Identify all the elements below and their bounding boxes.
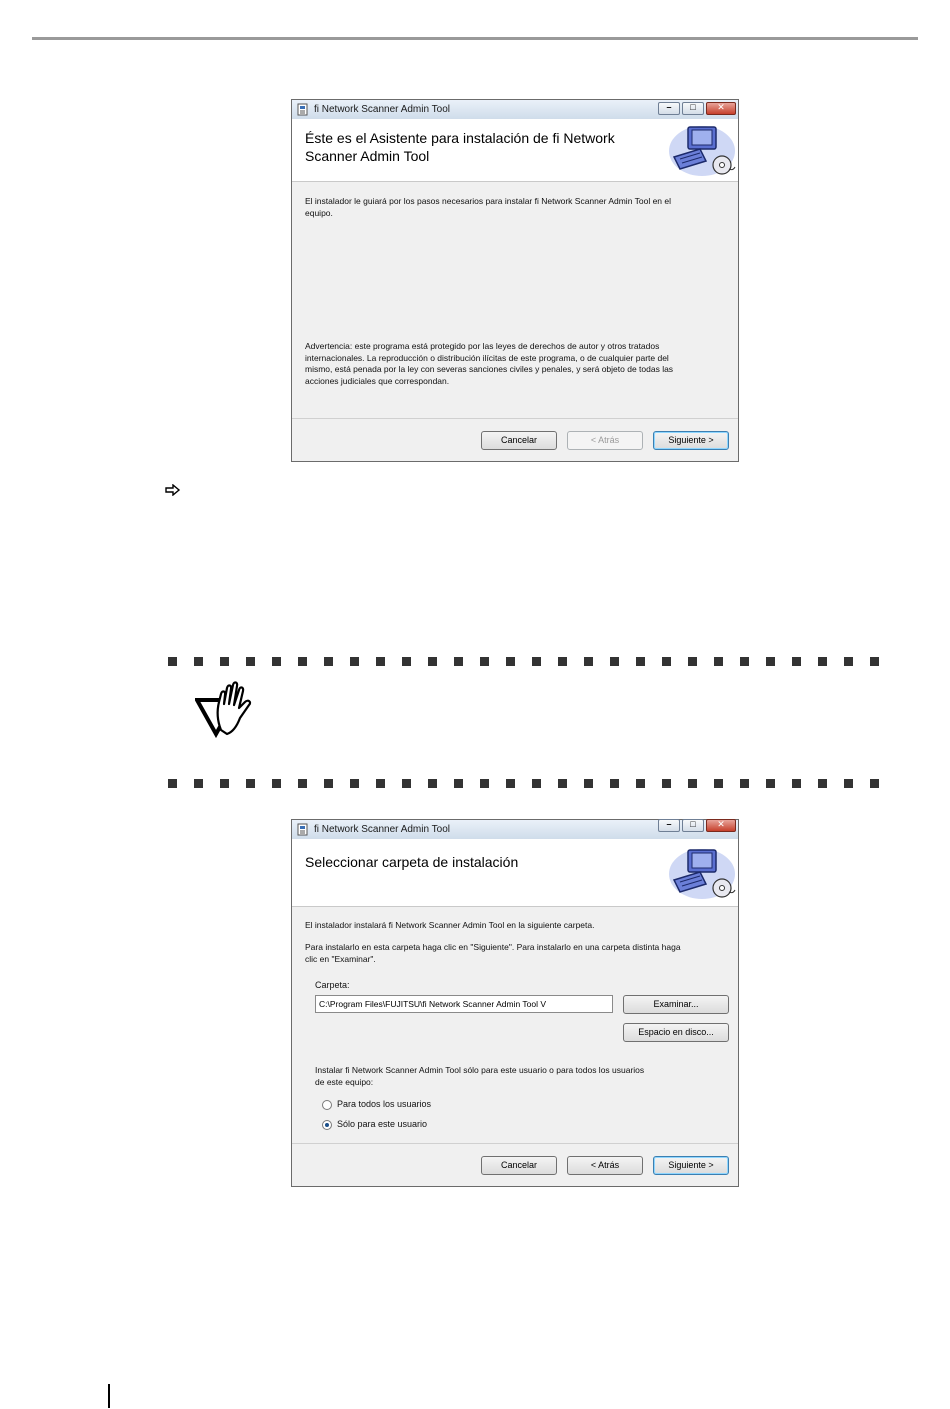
page-title-line2: Scanner Admin Tool — [305, 148, 430, 164]
installer-folder-dialog — [291, 819, 739, 1187]
page-title-line1: Éste es el Asistente para instalación de fi Network — [305, 130, 615, 146]
warning-line: Advertencia: este programa está protegido por las leyes de derechos de autor y otros tratados — [305, 341, 660, 351]
minimize-button[interactable] — [658, 819, 680, 832]
footer-divider — [292, 418, 738, 419]
arrow-right-icon — [165, 484, 181, 496]
back-button[interactable]: < Atrás — [567, 1156, 643, 1175]
minimize-icon: – — [666, 102, 672, 112]
close-button[interactable] — [706, 102, 736, 115]
radio-label: Sólo para este usuario — [337, 1119, 428, 1129]
intro-line: El instalador le guiará por los pasos necesarios para instalar fi Network Scanner Admin Tool en el — [305, 196, 672, 206]
note-bottom-border — [168, 779, 898, 789]
browse-button[interactable]: Examinar... — [623, 995, 729, 1014]
next-button[interactable]: Siguiente > — [653, 431, 729, 450]
close-icon: ✕ — [717, 819, 725, 829]
window-title: fi Network Scanner Admin Tool — [314, 824, 450, 835]
disk-space-button[interactable]: Espacio en disco... — [623, 1023, 729, 1042]
note-top-border — [168, 657, 898, 667]
install-for-line: de este equipo: — [315, 1076, 374, 1087]
page-title: Seleccionar carpeta de instalación — [305, 854, 519, 870]
top-rule — [32, 37, 918, 40]
folder-intro: El instalador instalará fi Network Scanner Admin Tool en la siguiente carpeta. — [305, 920, 595, 930]
instruction-line: clic en "Examinar". — [305, 953, 376, 964]
maximize-icon: □ — [690, 819, 696, 829]
page-title — [305, 129, 615, 165]
page-margin-mark — [108, 1384, 110, 1408]
wizard-header — [292, 119, 738, 182]
app-installer-icon — [297, 823, 309, 836]
maximize-icon: □ — [690, 102, 696, 112]
minimize-icon: – — [666, 819, 672, 829]
install-for-line: Instalar fi Network Scanner Admin Tool sólo para este usuario o para todos los usuarios — [315, 1065, 645, 1075]
intro-line: equipo. — [305, 207, 333, 218]
close-button[interactable] — [706, 819, 736, 832]
install-for-text — [315, 1065, 714, 1088]
minimize-button[interactable] — [658, 102, 680, 115]
installer-computer-icon — [666, 844, 738, 902]
intro-text — [305, 196, 714, 219]
close-icon: ✕ — [717, 102, 725, 112]
cancel-button[interactable]: Cancelar — [481, 1156, 557, 1175]
radio-label: Para todos los usuarios — [337, 1099, 432, 1109]
installer-welcome-dialog — [291, 99, 739, 462]
instruction-line: Para instalarlo en esta carpeta haga clic en "Siguiente". Para instalarlo en una carpeta distinta haga — [305, 942, 681, 952]
wizard-header — [292, 839, 738, 907]
folder-path-field[interactable]: C:\Program Files\FUJITSU\fi Network Scanner Admin Tool V — [315, 995, 613, 1013]
copyright-warning — [305, 341, 714, 387]
warning-line: acciones judiciales que correspondan. — [305, 375, 450, 386]
warning-line: mismo, está penada por la ley con severas sanciones civiles y penales, y será objeto de todas las — [305, 364, 674, 374]
cancel-button[interactable]: Cancelar — [481, 431, 557, 450]
caution-hand-icon — [195, 680, 265, 740]
title-bar[interactable] — [292, 100, 738, 120]
installer-computer-icon — [666, 121, 738, 179]
warning-line: internacionales. La reproducción o distribución ilícitas de este programa, o de cualquier parte del — [305, 352, 669, 363]
back-button[interactable]: < Atrás — [567, 431, 643, 450]
next-button[interactable]: Siguiente > — [653, 1156, 729, 1175]
radio-button[interactable] — [322, 1100, 332, 1110]
maximize-button[interactable] — [682, 102, 704, 115]
app-installer-icon — [297, 103, 309, 116]
folder-instructions — [305, 942, 714, 965]
maximize-button[interactable] — [682, 819, 704, 832]
window-title: fi Network Scanner Admin Tool — [314, 104, 450, 115]
footer-divider — [292, 1143, 738, 1144]
radio-button-selected[interactable] — [322, 1120, 332, 1130]
folder-label: Carpeta: — [315, 980, 350, 990]
title-bar[interactable] — [292, 820, 738, 840]
